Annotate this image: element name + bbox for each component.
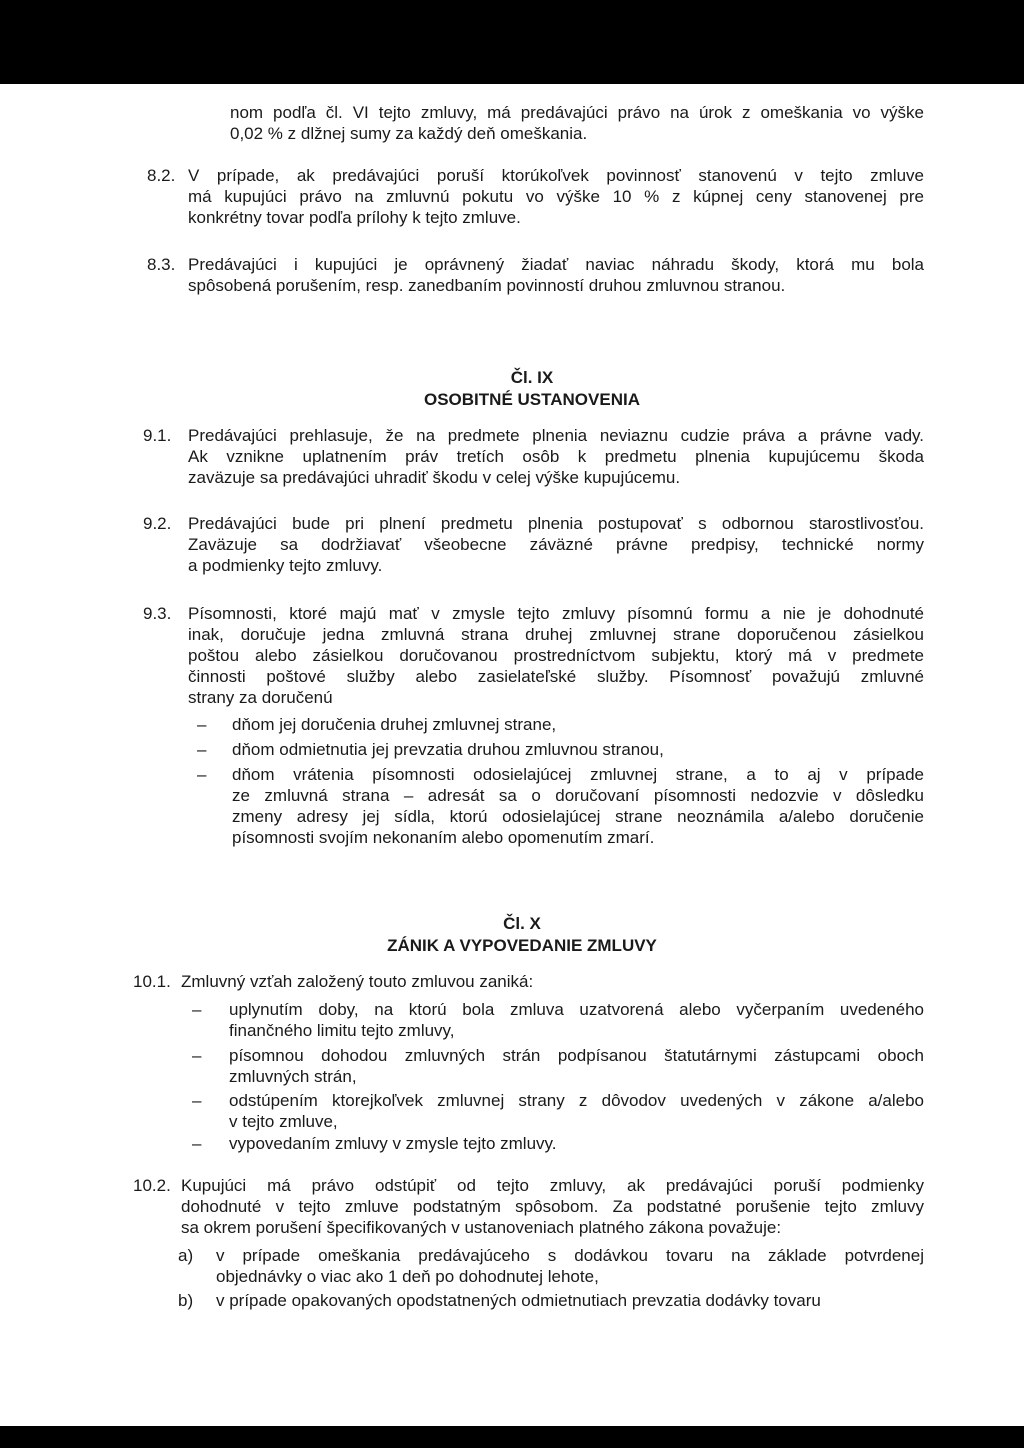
paragraph-number: 8.2. (147, 166, 176, 185)
text-line: Predávajúci i kupujúci je oprávnený žiadať naviac náhradu škody, ktorá mu bola (188, 255, 924, 274)
text-line: spôsobená porušením, resp. zanedbaním povinností druhou zmluvnou stranou. (188, 276, 786, 295)
text-line: Ak vznikne uplatnením práv tretích osôb k predmetu plnenia kupujúcemu škoda (188, 447, 924, 466)
paragraph-10-1-intro: Zmluvný vzťah založený touto zmluvou zaniká: (181, 972, 534, 991)
dash-marker: – (192, 1046, 202, 1065)
scan-border-bottom (0, 1426, 1024, 1448)
paragraph-number: 9.2. (143, 514, 172, 533)
text-line: objednávky o viac ako 1 deň po dohodnutej lehote, (216, 1267, 599, 1286)
list-item (229, 1133, 924, 1154)
text-line: v prípade omeškania predávajúceho s dodávkou tovaru na základe potvrdenej (216, 1246, 924, 1265)
text-line: v prípade opakovaných opodstatnených odmietnutiach prevzatia dodávky tovaru (216, 1291, 821, 1310)
list-item (229, 1090, 924, 1132)
text-line: V prípade, ak predávajúci poruší ktorúkoľvek povinnosť stanovenú v tejto zmluve (188, 166, 924, 185)
paragraph-9-3 (188, 603, 924, 708)
scan-border-top (0, 0, 1024, 84)
article-10-number: Čl. X (503, 914, 541, 933)
text-line: ze zmluvná strana – adresát sa o doručovaní písomnosti nedozvie v dôsledku (232, 786, 924, 805)
paragraph-8-3 (188, 254, 924, 296)
paragraph-8-2 (188, 165, 924, 228)
text-line: v tejto zmluve, (229, 1112, 338, 1131)
text-line: odstúpením ktorejkoľvek zmluvnej strany z dôvodov uvedených v zákone a/alebo (229, 1091, 924, 1110)
text-line: Zaväzuje sa dodržiavať všeobecne záväzné právne predpisy, technické normy (188, 535, 924, 554)
list-marker: a) (178, 1246, 194, 1265)
text-line: písomnou dohodou zmluvných strán podpísanou štatutárnymi zástupcami oboch (229, 1046, 924, 1065)
text-line: dohodnuté v tejto zmluve podstatným spôsobom. Za podstatné porušenie tejto zmluvy (181, 1197, 924, 1216)
paragraph-9-1 (188, 425, 924, 488)
dash-marker: – (192, 1091, 202, 1110)
text-line: písomnosti svojím nekonaním alebo opomenutím zmarí. (232, 828, 655, 847)
text-line: Predávajúci bude pri plnení predmetu plnenia postupovať s odbornou starostlivosťou. (188, 514, 924, 533)
paragraph-number: 9.1. (143, 426, 172, 445)
list-marker: b) (178, 1291, 194, 1310)
paragraph-number: 8.3. (147, 255, 176, 274)
text-line: zaväzuje sa predávajúci uhradiť škodu v celej výške kupujúcemu. (188, 468, 681, 487)
text-line: a podmienky tejto zmluvy. (188, 556, 383, 575)
paragraph-9-2 (188, 513, 924, 576)
text-line: finančného limitu tejto zmluvy, (229, 1021, 455, 1040)
paragraph-number: 9.3. (143, 604, 172, 623)
text-line: uplynutím doby, na ktorú bola zmluva uzatvorená alebo vyčerpaním uvedeného (229, 1000, 924, 1019)
paragraph-number: 10.1. (133, 972, 171, 991)
text-line: 0,02 % z dlžnej sumy za každý deň omeškania. (230, 124, 588, 143)
text-line: Kupujúci má právo odstúpiť od tejto zmluvy, ak predávajúci poruší podmienky (181, 1176, 924, 1195)
article-10-title: ZÁNIK A VYPOVEDANIE ZMLUVY (387, 936, 657, 955)
list-item (232, 764, 924, 848)
text-line: nom podľa čl. VI tejto zmluvy, má predávajúci právo na úrok z omeškania vo výške (230, 103, 924, 122)
article-9-number: Čl. IX (510, 368, 554, 387)
text-line: vypovedaním zmluvy v zmysle tejto zmluvy. (229, 1134, 557, 1153)
list-item (216, 1290, 924, 1311)
text-line: konkrétny tovar podľa prílohy k tejto zmluve. (188, 208, 521, 227)
list-item (232, 714, 924, 735)
list-item (229, 1045, 924, 1087)
dash-marker: – (197, 715, 207, 734)
text-line: činnosti poštové služby alebo zasielateľské služby. Písomnosť považujú zmluvné (188, 667, 924, 686)
text-line: strany za doručenú (188, 688, 333, 707)
list-item (232, 739, 924, 760)
text-line: inak, doručuje jedna zmluvná strana druhej zmluvnej strane doporučenou zásielkou (188, 625, 924, 644)
paragraph-8-1-continuation (230, 102, 924, 144)
text-line: sa okrem porušení špecifikovaných v ustanoveniach platného zákona považuje: (181, 1218, 782, 1237)
text-line: dňom jej doručenia druhej zmluvnej strane, (232, 715, 557, 734)
text-line: zmeny adresy jej sídla, ktorú odosielajúcej strane neoznámila a/alebo doručenie (232, 807, 924, 826)
text-line: zmluvných strán, (229, 1067, 357, 1086)
dash-marker: – (192, 1134, 202, 1153)
text-line: má kupujúci právo na zmluvnú pokutu vo výške 10 % z kúpnej ceny stanovenej pre (188, 187, 924, 206)
text-line: Písomnosti, ktoré majú mať v zmysle tejto zmluvy písomnú formu a nie je dohodnuté (188, 604, 924, 623)
list-item (229, 999, 924, 1041)
text-line: dňom odmietnutia jej prevzatia druhou zmluvnou stranou, (232, 740, 664, 759)
dash-marker: – (197, 740, 207, 759)
list-item (216, 1245, 924, 1287)
article-9-title: OSOBITNÉ USTANOVENIA (424, 390, 640, 409)
dash-marker: – (192, 1000, 202, 1019)
text-line: Predávajúci prehlasuje, že na predmete plnenia neviaznu cudzie práva a právne vady. (188, 426, 924, 445)
paragraph-number: 10.2. (133, 1176, 171, 1195)
text-line: poštou alebo zásielkou doručovanou prostredníctvom subjektu, ktorý má v predmete (188, 646, 924, 665)
text-line: dňom vrátenia písomnosti odosielajúcej zmluvnej strane, a to aj v prípade (232, 765, 924, 784)
dash-marker: – (197, 765, 207, 784)
paragraph-10-2 (181, 1175, 924, 1238)
